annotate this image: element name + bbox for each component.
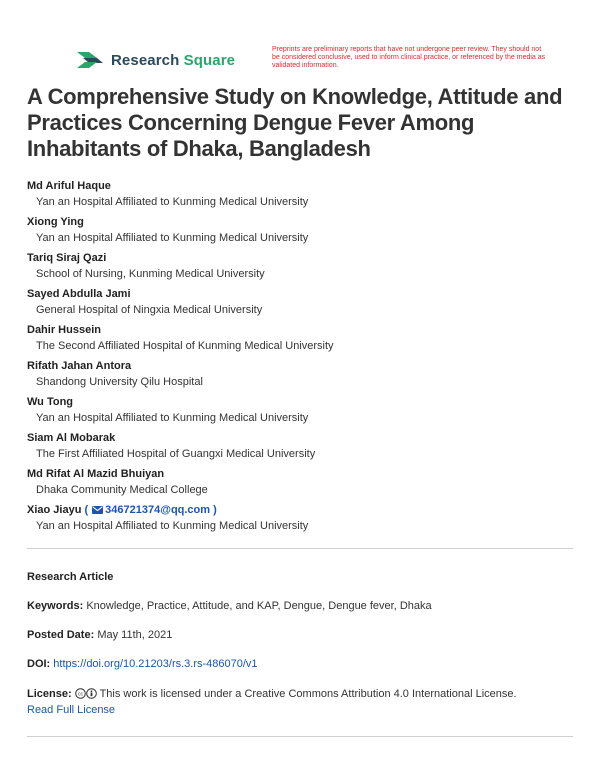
paper-title: A Comprehensive Study on Knowledge, Attitude and Practices Concerning Dengue Fever Among Inhabitants of Dhaka, Bangladesh [27,84,563,161]
author-entry [27,322,577,358]
license-row [27,686,577,718]
corresponding-author-entry [27,502,577,538]
research-square-logo[interactable] [75,48,235,72]
author-name[interactable]: Xiong Ying [27,216,84,228]
read-full-license-link[interactable]: Read Full License [27,704,116,716]
author-affiliation: Yan an Hospital Affiliated to Kunming Medical University [36,232,309,244]
divider [27,548,573,549]
doi-row [27,656,577,672]
author-affiliation: Dhaka Community Medical College [36,484,208,496]
article-type-label: Research Article [27,571,114,583]
logo-text-secondary: Square [183,51,236,69]
author-affiliation: Yan an Hospital Affiliated to Kunming Medical University [36,196,309,208]
author-entry [27,466,577,502]
logo-text-primary: Research [111,51,180,69]
posted-date-label: Posted Date: [27,629,95,641]
author-affiliation: General Hospital of Ningxia Medical University [36,304,263,316]
email-open-paren: ( [84,504,89,516]
logo-text [111,52,235,69]
keywords-value: Knowledge, Practice, Attitude, and KAP, Dengue, Dengue fever, Dhaka [86,600,432,612]
license-label: License: [27,688,72,700]
keywords-label: Keywords: [27,600,84,612]
preprint-notice: Preprints are preliminary reports that have not undergone peer review. They should not be considered conclusive, used to inform clinical practice, or referenced by the media as validated information. [272,46,546,69]
author-name[interactable]: Tariq Siraj Qazi [27,252,107,264]
license-text: This work is licensed under a Creative Commons Attribution 4.0 International License. [99,688,517,700]
author-affiliation: Yan an Hospital Affiliated to Kunming Medical University [36,520,309,532]
posted-date-row [27,627,577,643]
author-name[interactable]: Siam Al Mobarak [27,432,116,444]
author-entry [27,286,577,322]
corresponding-email-link[interactable]: 346721374@qq.com [105,504,211,516]
research-square-logo-icon [75,48,105,72]
author-list [27,178,577,538]
author-affiliation: Shandong University Qilu Hospital [36,376,203,388]
creative-commons-icon [75,688,97,699]
author-affiliation: Yan an Hospital Affiliated to Kunming Medical University [36,412,309,424]
author-name[interactable]: Sayed Abdulla Jami [27,288,131,300]
author-affiliation: School of Nursing, Kunming Medical University [36,268,265,280]
author-name[interactable]: Rifath Jahan Antora [27,360,132,372]
article-type [27,569,577,585]
corresponding-author-name[interactable]: Xiao Jiayu [27,504,82,516]
author-affiliation: The Second Affiliated Hospital of Kunming Medical University [36,340,334,352]
author-affiliation: The First Affiliated Hospital of Guangxi Medical University [36,448,316,460]
envelope-icon [92,506,103,514]
keywords-row [27,598,577,614]
doi-label: DOI: [27,658,51,670]
svg-text:cc: cc [77,691,83,698]
posted-date-value: May 11th, 2021 [97,629,173,641]
author-entry [27,358,577,394]
author-name[interactable]: Md Ariful Haque [27,180,111,192]
author-entry [27,394,577,430]
author-name[interactable]: Dahir Hussein [27,324,101,336]
author-entry [27,430,577,466]
author-entry [27,250,577,286]
divider [27,736,573,737]
author-entry [27,214,577,250]
doi-link[interactable]: https://doi.org/10.21203/rs.3.rs-486070/v1 [53,658,258,670]
corresponding-author-name-line [27,502,577,518]
email-close-paren: ) [213,504,217,516]
author-name[interactable]: Wu Tong [27,396,74,408]
author-entry [27,178,577,214]
author-name[interactable]: Md Rifat Al Mazid Bhuiyan [27,468,165,480]
